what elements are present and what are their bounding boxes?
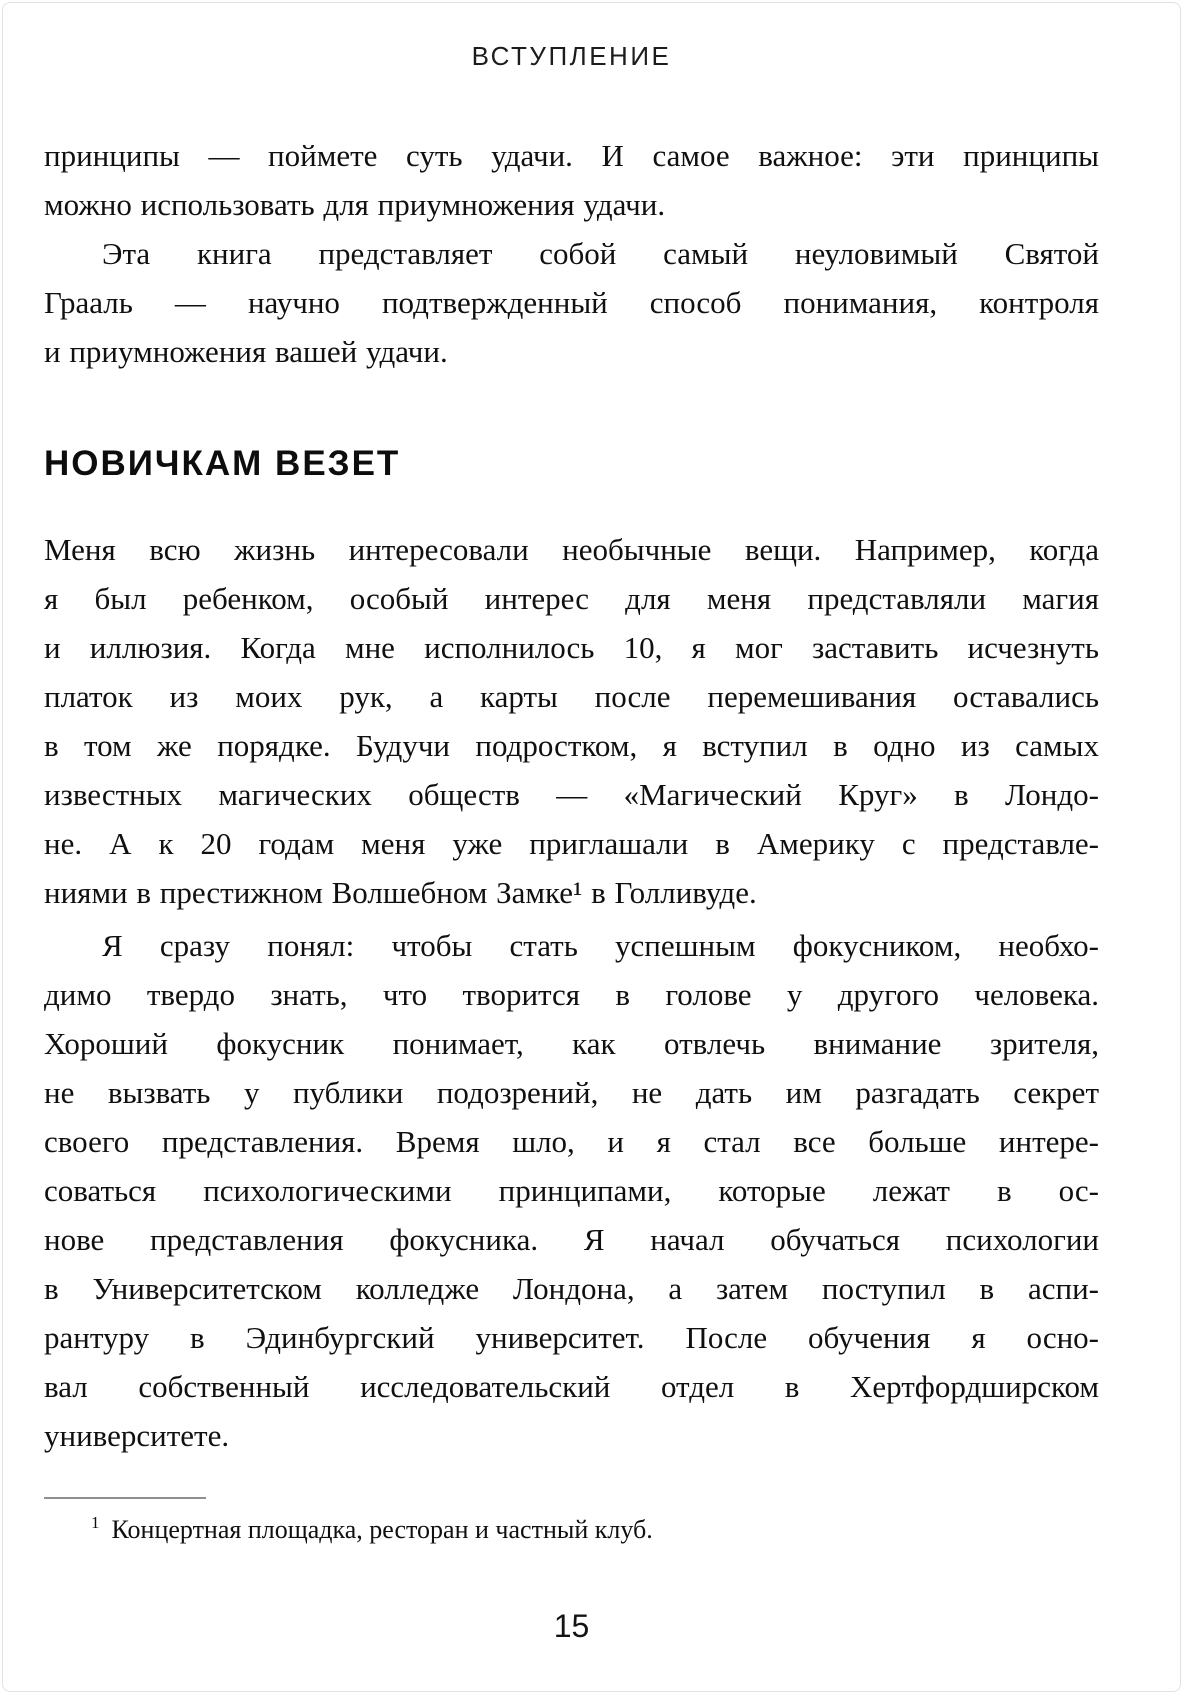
footnote-text: Концертная площадка, ресторан и частный клуб. xyxy=(111,1515,653,1544)
paragraph-continuation xyxy=(44,131,1099,229)
body-line: Хороший фокусник понимает, как отвлечь внимание зрителя, xyxy=(44,1026,1099,1061)
paragraph xyxy=(44,229,1099,376)
body-line: не. А к 20 годам меня уже приглашали в Америку с представле- xyxy=(44,826,1099,861)
body-line: Я сразу понял: чтобы стать успешным фокусником, необхо- xyxy=(102,928,1099,963)
body-line: и приумножения вашей удачи. xyxy=(44,334,448,369)
body-line: Меня всю жизнь интересовали необычные вещи. Например, когда xyxy=(44,532,1099,567)
body-line: не вызвать у публики подозрений, не дать им разгадать секрет xyxy=(44,1075,1099,1110)
paragraph xyxy=(44,921,1099,1460)
body-line: можно использовать для приумножения удачи. xyxy=(44,187,666,222)
book-page xyxy=(2,2,1181,1692)
footnote-divider xyxy=(44,1497,206,1499)
body-line: димо твердо знать, что творится в голове у другого человека. xyxy=(44,977,1099,1012)
body-line: своего представления. Время шло, и я стал все больше интере- xyxy=(44,1124,1099,1159)
text-column xyxy=(44,3,1099,1646)
section-heading: НОВИЧКАМ ВЕЗЕТ xyxy=(44,444,401,483)
body-line: в том же порядке. Будучи подростком, я вступил в одно из самых xyxy=(44,728,1099,763)
footnote-marker: 1 xyxy=(91,1513,100,1533)
body-line: я был ребенком, особый интерес для меня представляли магия xyxy=(44,581,1099,616)
page-number: 15 xyxy=(553,1608,590,1644)
body-line: Эта книга представляет собой самый неуловимый Святой xyxy=(102,236,1099,271)
body-line: нове представления фокусника. Я начал обучаться психологии xyxy=(44,1222,1099,1257)
body-line: в Университетском колледже Лондона, а затем поступил в аспи- xyxy=(44,1271,1099,1306)
body-line: рантуру в Эдинбургский университет. После обучения я осно- xyxy=(44,1320,1099,1355)
body-line: принципы — поймете суть удачи. И самое важное: эти принципы xyxy=(44,138,1099,173)
running-head: ВСТУПЛЕНИЕ xyxy=(471,41,672,71)
body-line: вал собственный исследовательский отдел в Хертфордширском xyxy=(44,1369,1099,1404)
body-line: соваться психологическими принципами, которые лежат в ос- xyxy=(44,1173,1099,1208)
paragraph xyxy=(44,525,1099,917)
body-line: платок из моих рук, а карты после перемешивания оставались xyxy=(44,679,1099,714)
body-line: известных магических обществ — «Магический Круг» в Лондо- xyxy=(44,777,1099,812)
body-line: Грааль — научно подтвержденный способ понимания, контроля xyxy=(44,285,1099,320)
footnote xyxy=(44,1512,1099,1548)
body-line: ниями в престижном Волшебном Замке¹ в Голливуде. xyxy=(44,875,757,910)
body-line: и иллюзия. Когда мне исполнилось 10, я мог заставить исчезнуть xyxy=(44,630,1099,665)
body-line: университете. xyxy=(44,1418,230,1453)
